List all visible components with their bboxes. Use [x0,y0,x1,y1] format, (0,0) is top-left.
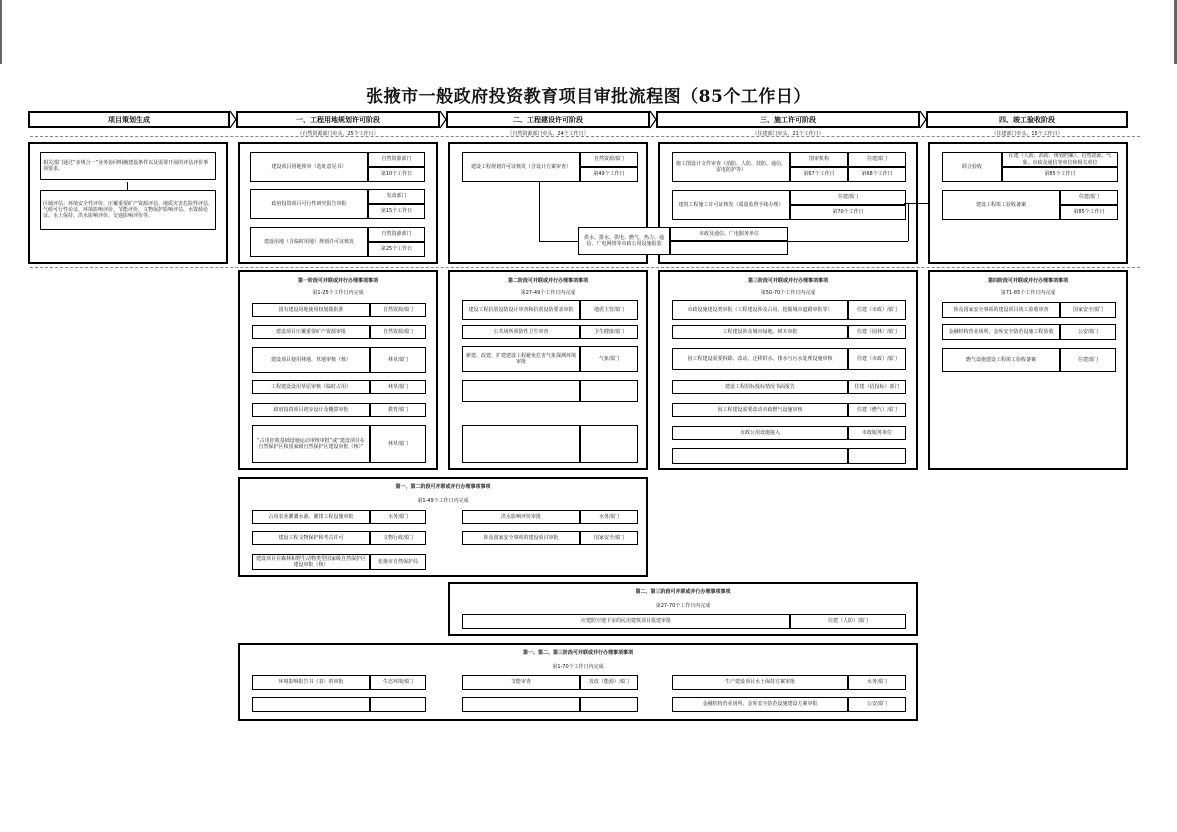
par23-row-dept: 住建（人防）部门 [790,614,906,629]
par123-c1-empty [370,697,426,712]
utility-connection-dept: 市政及通信、广电服务单位 [670,227,788,241]
par123-c3a-name: 生产建设项目水土保持方案审批 [672,675,848,690]
p3-row1-name: 施工图设计文件审查（消防、人防、技防、通信、雷电防护等） [672,152,790,182]
p1-row2-name: 政府投资项目可行性研究报告审批 [250,189,368,219]
p1-row1-days: 第10个工作日 [368,167,425,182]
par123-c2-dept: 发改（能源）部门 [580,675,638,690]
p3-row1-dept1: 图审机构 [790,152,848,167]
par123-c2-empty [580,697,638,712]
par3-row4-dept: 住建（招投标）部门 [848,380,906,394]
phase-header-1: 一、工程用地规划许可阶段 [236,111,440,128]
dashed-divider [30,267,1140,268]
par3-row6-name: 市政公用设施接入 [672,426,848,440]
par2-empty-row [580,425,638,463]
par3-empty-row [848,448,906,464]
parallel-stage123-note: 第1-70个工作日内完成 [552,664,604,670]
par1-row1-dept: 自然资源部门 [370,303,426,317]
planning-coordination-box: 相关部门通过“多规合一”业务协同明确建设条件以及需要开展的评估评价事项要求。 [40,152,216,180]
connector-line [539,241,578,242]
phase1-panel [238,142,438,264]
par12-right-row2-dept: 国家安全部门 [580,531,638,545]
par2-row2-dept: 卫生健康部门 [580,325,638,339]
arrow-line [127,182,128,190]
planning-regional-assessment-box: 区域评估：环境安全性评价、压覆重要矿产资源评估、地质灾害危险性评估、气候可行性论证、环境影响评价、节能评价、文物保护影响评估、水资源论证、水土保持、洪水影响评价、交通影响评价等。 [40,190,216,230]
p4-row2-days: 第85个工作日 [1060,205,1118,220]
connector-line [908,203,909,241]
par12-right-row2-name: 涉及国家安全事项的建设项目审批 [462,531,580,545]
par3-row5-dept: 住建（燃气）部门 [848,403,906,417]
par123-c1-dept: 生态环境部门 [370,675,426,690]
parallel-stage123-panel [238,643,918,721]
chevron-separators [0,0,1177,140]
parallel-stage4-title: 第四阶段可并联或并行办理事项事项 [987,278,1068,284]
par1-row4-name: 工程建设设用草原审核（临时占用） [252,380,370,394]
par1-row6-dept: 林草部门 [370,425,426,463]
par1-row3-dept: 林草部门 [370,347,426,373]
parallel-stage1-title: 第一阶段可并联或并行办理事项事项 [297,278,378,284]
phase-sub-4: （住建部门牵头，15个工作日） [991,131,1063,137]
p1-row2-days: 第15个工作日 [368,204,425,219]
p3-row2-dept: 住建部门 [790,190,906,205]
page-title: 张掖市一般政府投资教育项目审批流程图（85个工作日） [366,87,811,107]
par4-row1-dept: 国家安全部门 [1060,302,1116,318]
phase-header-4: 四、竣工验收阶段 [926,111,1128,128]
par1-row1-name: 国有建设用地使用权划拨批准 [252,303,370,317]
phase-sub-1: （自然资源部门牵头，25个工作日） [297,131,379,137]
par1-row5-name: 政府投资项目初步设计及概算审批 [252,403,370,417]
utility-connection-blank [670,241,788,255]
p1-row3-dept: 自然资源部门 [368,227,425,242]
par4-row3-dept: 住建部门 [1060,348,1116,372]
par4-row2-name: 金融机构营业场所、金库安全防范设施工程验收 [942,324,1060,340]
par4-row3-name: 燃气设施建设工程竣工验收备案 [942,348,1060,372]
parallel-stage23-note: 第27-70个工作日内完成 [655,603,711,609]
connector-line [788,241,908,242]
parallel-stage1-note: 第1-25个工作日内完成 [312,290,364,296]
p3-row1-dept2: 住建部门 [848,152,906,167]
parallel-stage1-panel [238,270,438,470]
par2-row3-dept: 气象部门 [580,346,638,372]
par1-row5-dept: 教育部门 [370,403,426,417]
connector-line [539,181,540,241]
phase4-panel [928,142,1128,264]
parallel-stage123-title: 第一、第二、第三阶段可并联或并行办理事项事项 [522,650,633,656]
parallel-stage2-title: 第二阶段可并联或并行办理事项事项 [507,278,588,284]
par123-c2-name: 节能审查 [462,675,580,690]
parallel-stage3-panel [658,270,918,470]
par1-row2-dept: 自然资源部门 [370,325,426,339]
p3-row2-name: 建筑工程施工许可证核发（质量监督手续办理） [672,190,790,220]
par3-row3-name: 因工程建设需要拆除、改动、迁移供水、排水与污水处理设施审核 [672,348,848,370]
p2-row-name: 建设工程规划许可证核发（含设计方案审查） [462,152,580,182]
dashed-divider [30,136,1140,137]
p4-row1-name: 联合验收 [942,152,1002,182]
par12-right-row1-dept: 水务部门 [580,510,638,524]
par2-row1-name: 建设工程抗震设防设计审查和抗震设防要求审批 [462,300,580,320]
par23-row-name: 应建防空地下室的民用建筑项目报建审批 [462,614,790,629]
par12-left-row2-name: 建设工程文物保护和考古许可 [252,531,370,545]
p2-row-days: 第49个工作日 [580,167,638,182]
parallel-stage4-note: 第71-85个工作日内完成 [1000,290,1056,296]
phase-header-2: 二、工程建设许可阶段 [446,111,650,128]
par3-row2-name: 工程建设涉及城市绿地、树木审批 [672,325,848,339]
parallel-stage2-note: 第27-49个工作日内完成 [520,290,576,296]
phase-sub-2: （自然资源部门牵头，24个工作日） [507,131,589,137]
par12-left-row1-dept: 水务部门 [370,510,426,524]
parallel-stage23-title: 第二、第三阶段可并联或并行办理事项事项 [635,589,731,595]
par2-row2-name: 公共场所预防性卫生审查 [462,325,580,339]
par123-c1-name: 环境影响报告书（表）的审批 [252,675,370,690]
p4-row1-dept: 住建（人防、消防、规划档案）、自然资源、气象、市政及通信等单位和相关单位 [1002,152,1118,167]
p3-row1-days1: 第67个工作日 [790,167,848,182]
par2-empty-row [462,425,580,463]
par3-row3-dept: 住建（市政）部门 [848,348,906,370]
parallel-stage12-note: 第1-49个工作日内完成 [417,498,469,504]
par12-left-row3-name: 建设项目在森林和野生动物类型国家级自然保护区建设审批（核） [252,554,370,570]
par12-left-row3-dept: 张掖市自然保护局 [370,554,426,570]
parallel-stage2-panel [448,270,648,470]
par4-row1-name: 涉及国家安全事项的建设项目竣工验收审查 [942,302,1060,318]
par2-row1-dept: 地震主管部门 [580,300,638,320]
phase-header-planning: 项目策划生成 [28,111,230,128]
p4-row2-dept: 住建部门 [1060,190,1118,205]
parallel-stage3-note: 第50-70个工作日内完成 [760,290,816,296]
p3-row2-days: 第70个工作日 [790,205,906,220]
par3-row1-name: 市政设施建设类审批（工程建设涉及占用、挖掘城市道路审批等） [672,300,848,320]
p1-row1-name: 建设项目用地预审（选址意见书） [250,152,368,182]
planning-panel [28,142,228,264]
par3-row1-dept: 住建（市政）部门 [848,300,906,320]
par1-row3-name: 建设项目使用林地、草地审核（核） [252,347,370,373]
par12-left-row2-dept: 文物行政部门 [370,531,426,545]
parallel-stage3-title: 第三阶段可并联或并行办理事项事项 [747,278,828,284]
phase-header-3: 三、施工许可阶段 [656,111,920,128]
par123-c2-empty [462,697,580,712]
par12-left-row1-name: 占用农业灌溉水源、灌排工程设施审批 [252,510,370,524]
p4-row2-name: 建设工程竣工验收备案 [942,190,1060,220]
par2-empty-row [462,380,580,402]
p1-row2-dept: 发改部门 [368,189,425,204]
par3-row4-name: 建设工程招标投标情况书面报告 [672,380,848,394]
par1-row4-dept: 林草部门 [370,380,426,394]
parallel-stage23-panel [448,582,918,636]
par1-row2-name: 建设项目压覆重要矿产资源审批 [252,325,370,339]
par3-empty-row [672,448,848,464]
parallel-stage4-panel [928,270,1128,470]
p1-row3-days: 第25个工作日 [368,242,425,257]
par123-c1-empty [252,697,370,712]
p2-row-dept: 自然资源部门 [580,152,638,167]
parallel-stage12-title: 第一、第二阶段可并联或并行办理事项事项 [395,484,491,490]
par123-c3b-dept: 公安部门 [848,697,906,712]
par3-row2-dept: 住建（园林）部门 [848,325,906,339]
p4-row1-days: 第85个工作日 [1002,167,1118,182]
par3-row5-name: 因工程建设需要改动市政燃气设施审核 [672,403,848,417]
par3-row6-dept: 市政服务单位 [848,426,906,440]
p1-row1-dept: 自然资源部门 [368,152,425,167]
p3-row1-days2: 第68个工作日 [848,167,906,182]
par2-row3-name: 新建、改建、扩建建设工程避免危害气象探测环境审批 [462,346,580,372]
phase-sub-3: （住建部门牵头，21个工作日） [752,131,824,137]
parallel-stage12-panel [238,477,648,577]
utility-connection-box: 供水、排水、供电、燃气、热力、通信、广电网络等市政公用设施报装 [578,227,670,255]
par123-c3b-name: 金融机构营业场所、金库安全防范设施建设方案审批 [672,697,848,712]
par123-c3a-dept: 水务部门 [848,675,906,690]
par4-row2-dept: 公安部门 [1060,324,1116,340]
par1-row6-name: “占用征收基础设施运动审核审批”或“建设项目在自然保护区和国家级自然保护区建设审批（核）” [252,425,370,463]
par2-empty-row [580,380,638,402]
p1-row3-name: 建设用地（含临时用地）规划许可证核发 [250,227,368,257]
par12-right-row1-name: 洪水影响评价审批 [462,510,580,524]
